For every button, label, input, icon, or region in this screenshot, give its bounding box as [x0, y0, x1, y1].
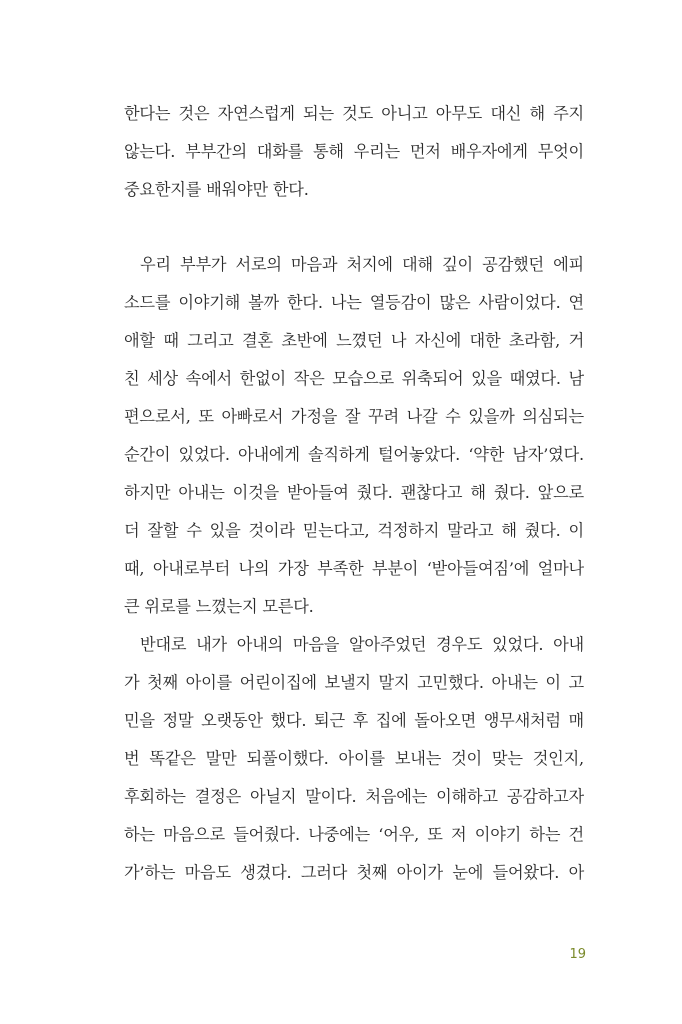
paragraph-2-line-10: 큰 위로를 느꼈는지 모른다.: [124, 597, 314, 616]
paragraph-3-line-7: 가’하는 마음도 생겼다. 그러다 첫째 아이가 눈에 들어왔다. 아: [124, 863, 584, 882]
paragraph-2-line-3: 애할 때 그리고 결혼 초반에 느꼈던 나 자신에 대한 초라함, 거: [124, 331, 584, 350]
paragraph-3-line-2: 가 첫째 아이를 어린이집에 보낼지 말지 고민했다. 아내는 이 고: [124, 673, 584, 692]
paragraph-2-line-1: 우리 부부가 서로의 마음과 처지에 대해 깊이 공감했던 에피: [140, 255, 584, 274]
paragraph-3-line-5: 후회하는 결정은 아닐지 말이다. 처음에는 이해하고 공감하고자: [124, 787, 584, 806]
paragraph-2-line-7: 하지만 아내는 이것을 받아들여 줬다. 괜찮다고 해 줬다. 앞으로: [124, 483, 584, 502]
paragraph-1-line-1: 한다는 것은 자연스럽게 되는 것도 아니고 아무도 대신 해 주지: [124, 104, 584, 123]
paragraph-2-line-6: 순간이 있었다. 아내에게 솔직하게 털어놓았다. ‘약한 남자’였다.: [124, 445, 584, 464]
paragraph-1-line-2: 않는다. 부부간의 대화를 통해 우리는 먼저 배우자에게 무엇이: [124, 142, 584, 161]
paragraph-3-line-4: 번 똑같은 말만 되풀이했다. 아이를 보내는 것이 맞는 것인지,: [124, 749, 584, 768]
paragraph-1-line-3: 중요한지를 배워야만 한다.: [124, 180, 309, 199]
paragraph-2-line-8: 더 잘할 수 있을 것이라 믿는다고, 걱정하지 말라고 해 줬다. 이: [124, 521, 584, 540]
paragraph-3-line-6: 하는 마음으로 들어줬다. 나중에는 ‘어우, 또 저 이야기 하는 건: [124, 825, 584, 844]
paragraph-2-line-5: 편으로서, 또 아빠로서 가정을 잘 꾸려 나갈 수 있을까 의심되는: [124, 407, 584, 426]
page-number: 19: [569, 947, 586, 962]
paragraph-3-line-1: 반대로 내가 아내의 마음을 알아주었던 경우도 있었다. 아내: [140, 635, 584, 654]
paragraph-2-line-4: 친 세상 속에서 한없이 작은 모습으로 위축되어 있을 때였다. 남: [124, 369, 584, 388]
paragraph-2-line-9: 때, 아내로부터 나의 가장 부족한 부분이 ‘받아들여짐’에 얼마나: [124, 559, 584, 578]
paragraph-2-line-2: 소드를 이야기해 볼까 한다. 나는 열등감이 많은 사람이었다. 연: [124, 293, 584, 312]
paragraph-3-line-3: 민을 정말 오랫동안 했다. 퇴근 후 집에 돌아오면 앵무새처럼 매: [124, 711, 584, 730]
